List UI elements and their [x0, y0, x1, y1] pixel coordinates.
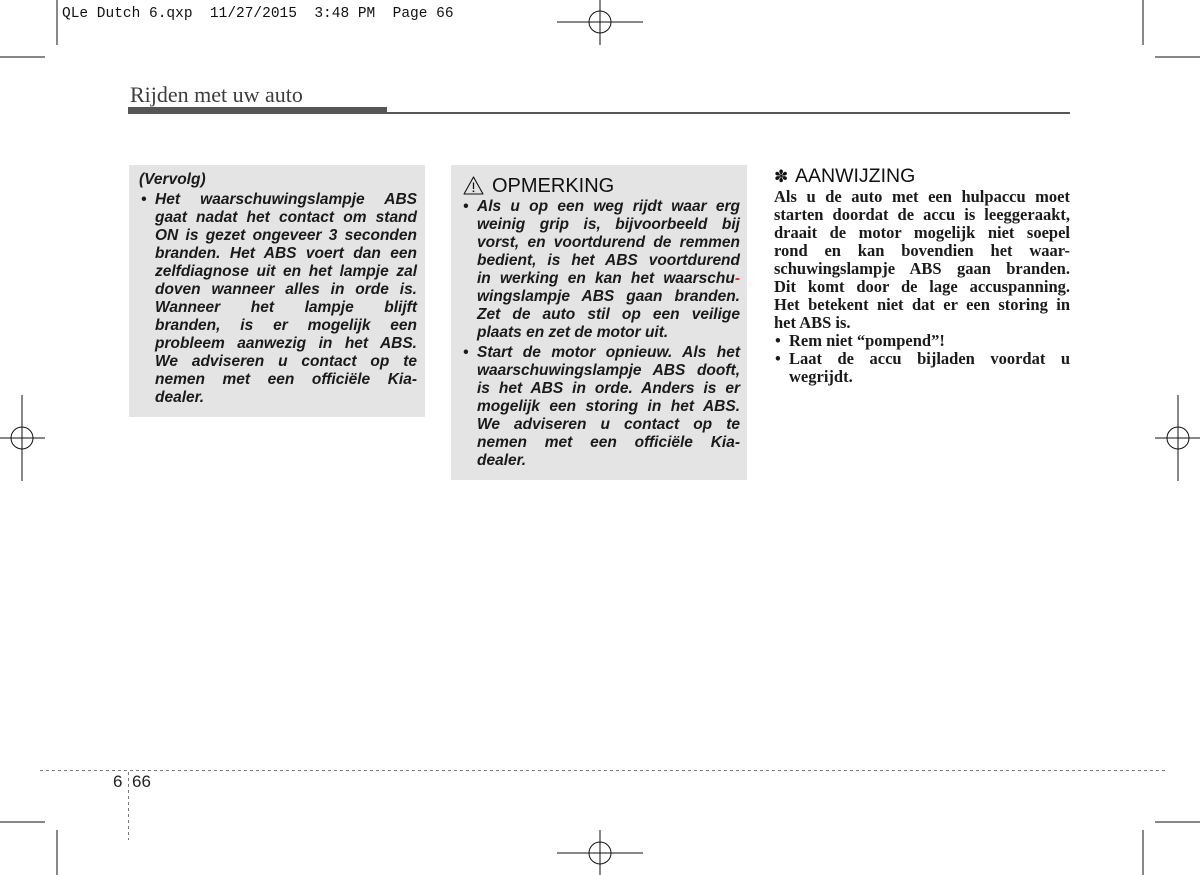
bullet-item — [139, 191, 417, 407]
bullet-item — [463, 198, 740, 342]
text-line: vorst, en voortdurend de remmen — [477, 234, 740, 251]
bullet-item — [463, 344, 740, 470]
text-line: waarschuwingslampje ABS dooft, — [477, 362, 740, 379]
text-line: mogelijk een storing in het ABS. — [477, 398, 740, 415]
corner-crop-mark-top-right — [1143, 0, 1200, 57]
text-line: Wanneer het lampje blijft — [155, 299, 417, 316]
bullet-item — [774, 332, 1070, 350]
text-line: Zet de auto stil op een veilige — [477, 306, 740, 323]
tip-heading: AANWIJZING — [795, 165, 916, 187]
header-rule-thin — [387, 112, 1070, 114]
bullet-glyph: • — [463, 344, 469, 361]
corner-crop-mark-bottom-right — [1143, 822, 1200, 875]
page-number: 66 — [132, 772, 151, 791]
corner-crop-mark-bottom-left — [0, 822, 57, 875]
text-line: het ABS is. — [774, 313, 851, 332]
bullet-glyph: • — [141, 191, 147, 208]
chapter-number: 6 — [113, 772, 123, 791]
bullet-item — [774, 350, 1070, 386]
red-hyphen: - — [734, 270, 740, 287]
continued-label: (Vervolg) — [139, 171, 206, 188]
tip-header — [774, 165, 1070, 188]
notice-heading: OPMERKING — [492, 174, 615, 197]
notice-header — [463, 173, 740, 198]
notice-box — [451, 165, 747, 480]
text-line: dealer. — [477, 452, 527, 469]
tip-body — [774, 188, 1070, 386]
text-line: zelfdiagnose uit en het lampje zal — [155, 263, 417, 280]
text-line: bedient, is het ABS voortdurend — [477, 252, 740, 269]
bullet-glyph: • — [775, 331, 781, 350]
asterisk-icon: ✽ — [774, 167, 789, 187]
text-line: Het waarschuwingslampje ABS — [155, 191, 417, 208]
text-line: Rem niet “pompend”! — [789, 331, 945, 350]
tip-section — [774, 165, 1070, 386]
text-line: rond en kan bovendien het waar- — [774, 241, 1070, 260]
text-line: draait de motor mogelijk niet soepel — [774, 223, 1070, 242]
text-line: nemen met een officiële Kia- — [477, 434, 740, 451]
text-line: ON is gezet ongeveer 3 seconden — [155, 227, 417, 244]
bullet-glyph: • — [775, 349, 781, 368]
text-line: schuwingslampje ABS gaan branden. — [774, 259, 1070, 278]
text-line: wegrijdt. — [789, 367, 853, 386]
bullet-glyph: • — [463, 198, 469, 215]
registration-mark-left — [0, 395, 45, 481]
text-line: dealer. — [155, 389, 205, 406]
text-line: branden, is er mogelijk een — [155, 317, 417, 334]
text-line: wingslampje ABS gaan branden. — [477, 288, 740, 305]
text-line: Start de motor opnieuw. Als het — [477, 344, 740, 361]
text-line: Het betekent niet dat er een storing in — [774, 295, 1070, 314]
warning-triangle-icon — [463, 176, 484, 195]
text-line: We adviseren u contact op te — [477, 416, 740, 433]
header-rule-thick — [128, 107, 387, 114]
corner-crop-mark-top-left — [0, 0, 57, 57]
section-title: Rijden met uw auto — [130, 82, 303, 107]
text-line: branden. Het ABS voert dan een — [155, 245, 417, 262]
text-line: weinig grip is, bijvoorbeeld bij — [477, 216, 740, 233]
text-line: Dit komt door de lage accuspanning. — [774, 277, 1070, 296]
text-line — [477, 270, 740, 288]
text-line: plaats en zet de motor uit. — [477, 324, 669, 341]
text-line: Als u op een weg rijdt waar erg — [477, 198, 740, 215]
text-line: Laat de accu bijladen voordat u — [789, 349, 1070, 368]
text-line: starten doordat de accu is leeggeraakt, — [774, 205, 1070, 224]
text-line: doven wanneer alles in orde is. — [155, 281, 417, 298]
text-line: gaat nadat het contact om stand — [155, 209, 417, 226]
text-line: Als u de auto met een hulpaccu moet — [774, 187, 1070, 206]
text-line: We adviseren u contact op te — [155, 353, 417, 370]
registration-mark-bottom — [557, 830, 643, 875]
text-line: probleem aanwezig in het ABS. — [155, 335, 417, 352]
text-line: nemen met een officiële Kia- — [155, 371, 417, 388]
continued-text-box — [129, 165, 425, 417]
text-line-part: in werking en kan het waarschu — [477, 270, 735, 287]
registration-mark-top — [557, 0, 643, 45]
print-slug: QLe Dutch 6.qxp 11/27/2015 3:48 PM Page 66 — [62, 6, 454, 22]
registration-mark-right — [1155, 395, 1200, 481]
text-line: is het ABS in orde. Anders is er — [477, 380, 740, 397]
